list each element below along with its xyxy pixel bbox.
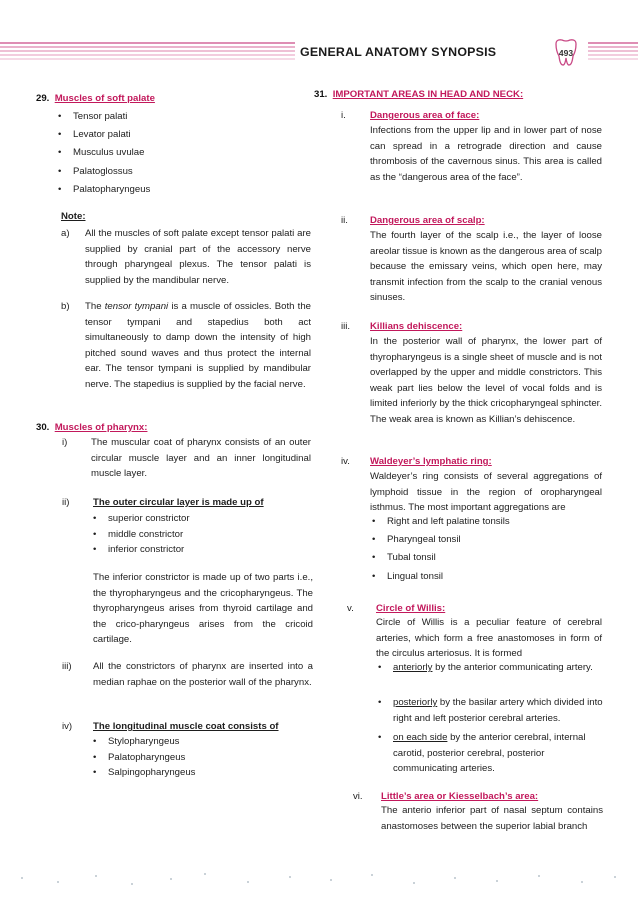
section-number: 30. <box>36 422 50 433</box>
constrictor-insertion-text: All the constrictors of pharynx are inserted into a median raphae on the posterior wall of the pharynx. <box>93 661 313 688</box>
dangerous-area-scalp-text: The fourth layer of the scalp i.e., the layer of loose areolar tissue is known as the dangerous area of scalp because the emissary veins, which open here, may transmit infection from the scalp to the cranial venous sinuses. <box>370 230 602 304</box>
note-label: Note: <box>61 211 86 222</box>
dangerous-area-face-text: Infections from the upper lip and in lower part of nose can spread in a retrograde direction and cause thrombosis of the cavernous sinus. This area is called as the “dangerous area of the face”. <box>370 125 602 183</box>
list-item: • anteriorly by the anterior communicating artery. <box>378 660 604 695</box>
list-item: • Salpingopharyngeus <box>93 765 303 781</box>
tonsil-list <box>372 514 602 587</box>
circle-of-willis-heading: Circle of Willis: <box>376 603 446 614</box>
list-item: • Musculus uvulae <box>58 145 298 163</box>
killians-dehiscence-heading: Killians dehiscence: <box>370 321 463 332</box>
note-marker-a: a) <box>61 228 70 239</box>
list-item: • on each side by the anterior cerebral, internal carotid, posterior cerebral, posterior communicating arteries. <box>378 730 604 780</box>
note-a-text: All the muscles of soft palate except tensor palati are supplied by cranial part of the accessory nerve through pharyngeal plexus. The tensor palati is supplied by the mandibular nerve. <box>85 228 311 286</box>
list-item: • Pharyngeal tonsil <box>372 532 602 550</box>
item-marker-ii: ii. <box>341 215 348 226</box>
littles-area-heading: Little’s area or Kiesselbach’s area: <box>381 791 539 802</box>
section-title: Muscles of pharynx: <box>54 422 148 433</box>
pharynx-coat-text: The muscular coat of pharynx consists of an outer circular muscle layer and an inner longitudinal muscle layer. <box>91 437 311 480</box>
item-marker-v: v. <box>347 603 354 614</box>
soft-palate-muscle-list <box>58 109 298 200</box>
item-marker-iv: iv) <box>62 721 73 732</box>
list-item: • posteriorly by the basilar artery which divided into right and left posterior cerebral arteries. <box>378 695 604 730</box>
section-title: IMPORTANT AREAS IN HEAD AND NECK: <box>332 89 524 100</box>
section-number: 31. <box>314 89 328 100</box>
item-marker-vi: vi. <box>353 791 363 802</box>
item-marker-iii: iii. <box>341 321 351 332</box>
section-number: 29. <box>36 93 50 104</box>
inferior-constrictor-text: The inferior constrictor is made up of two parts i.e., the thyropharyngeus and the cricopharyngeus. The thyropharyngeus arises from thyroid cartilage and the crico-pharyngeus arises from the cricoid cartilage. <box>93 572 313 646</box>
longitudinal-muscle-list <box>93 734 303 781</box>
item-marker-i: i) <box>62 437 68 448</box>
section-31-heading <box>314 87 523 103</box>
waldeyer-ring-text: Waldeyer’s ring consists of several aggregations of lymphoid tissue in the region of oropharyngeal isthmus. The most important aggregations are <box>370 471 602 514</box>
outer-layer-heading: The outer circular layer is made up of <box>93 497 264 508</box>
dangerous-area-face-heading: Dangerous area of face: <box>370 110 480 121</box>
circle-formation-list <box>378 660 604 780</box>
circle-of-willis-text: Circle of Willis is a peculiar feature of cerebral arteries, which form a free anastomoses in form of the circulus arteriosus. It is formed <box>376 617 602 660</box>
footer-decoration <box>0 868 638 902</box>
longitudinal-coat-heading: The longitudinal muscle coat consists of <box>93 721 279 732</box>
list-item: • Right and left palatine tonsils <box>372 514 602 532</box>
section-30-heading <box>36 420 147 436</box>
running-header-title: GENERAL ANATOMY SYNOPSIS <box>300 45 497 59</box>
list-item: • middle constrictor <box>93 527 303 543</box>
littles-area-text: The anterio inferior part of nasal septum contains anastomoses between the superior labial branch <box>381 805 603 832</box>
section-29-heading <box>36 91 155 107</box>
list-item: • Stylopharyngeus <box>93 734 303 750</box>
item-marker-iii: iii) <box>62 661 72 672</box>
list-item: • Levator palati <box>58 127 298 145</box>
note-marker-b: b) <box>61 301 70 312</box>
section-title: Muscles of soft palate <box>54 93 155 104</box>
list-item: • Palatoglossus <box>58 164 298 182</box>
waldeyer-ring-heading: Waldeyer’s lymphatic ring: <box>370 456 492 467</box>
item-marker-iv: iv. <box>341 456 350 467</box>
item-marker-i: i. <box>341 110 346 121</box>
list-item: • inferior constrictor <box>93 542 303 558</box>
constrictor-list <box>93 511 303 558</box>
list-item: • Palatopharyngeus <box>58 182 298 200</box>
list-item: • Tensor palati <box>58 109 298 127</box>
list-item: • superior constrictor <box>93 511 303 527</box>
killians-dehiscence-text: In the posterior wall of pharynx, the lower part of thyropharyngeus is a single sheet of muscle and is not overlapped by the upper and middle constrictors. This weak part lies below the level of vocal folds and is limited inferiorly by the thick cricopharyngeal sphincter. The weak area is known as Killian’s dehiscence. <box>370 336 602 425</box>
page-number: 493 <box>558 48 574 58</box>
list-item: • Tubal tonsil <box>372 550 602 568</box>
item-marker-ii: ii) <box>62 497 70 508</box>
dangerous-area-scalp-heading: Dangerous area of scalp: <box>370 215 485 226</box>
italic-term: tensor tympani <box>104 301 169 312</box>
list-item: • Lingual tonsil <box>372 569 602 587</box>
list-item: • Palatopharyngeus <box>93 750 303 766</box>
note-b-text: The tensor tympani is a muscle of ossicles. Both the tensor tympani and stapedius both act simultaneously to damp down the intensity of high pitched sound waves and thus protect the internal ear. The tensor tympani is supplied by mandibular nerve. The stapedius is supplied by the facial nerve. <box>85 301 312 390</box>
